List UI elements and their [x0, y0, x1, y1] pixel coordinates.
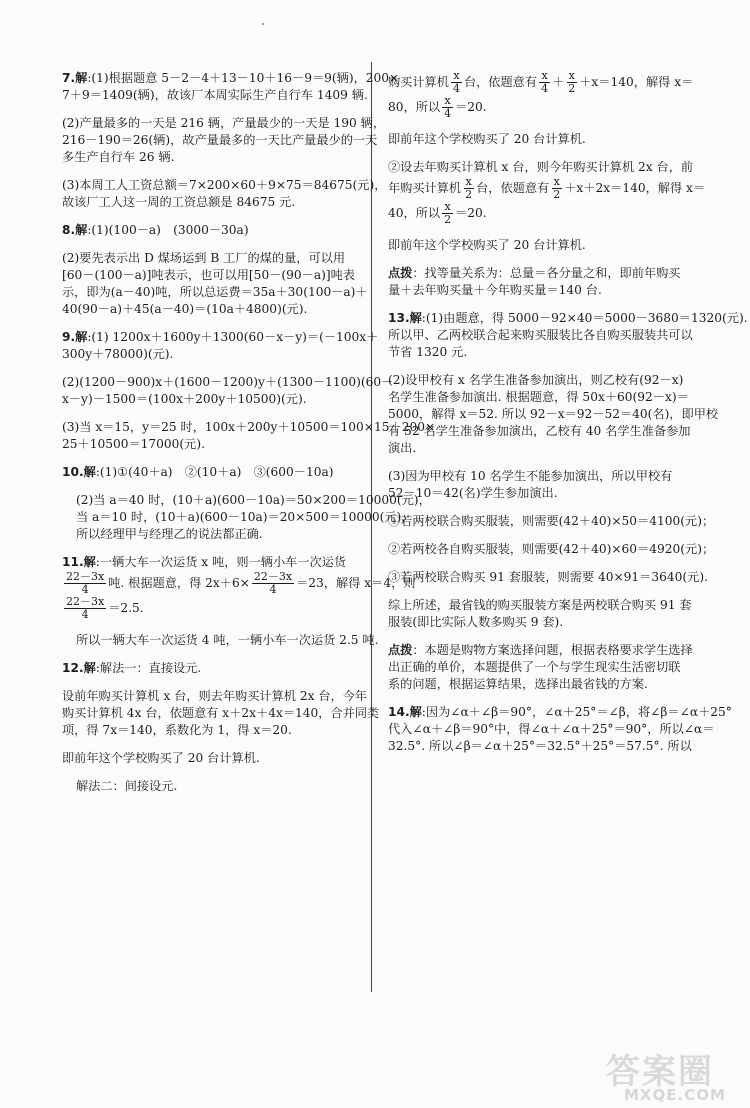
- text-line: [388, 159, 698, 176]
- text: :(1)(100－a) (3000－30a): [87, 223, 249, 237]
- text-line: [62, 177, 387, 194]
- text-line: [388, 406, 719, 423]
- problem-number: 11.: [62, 555, 84, 569]
- text-line: [62, 492, 431, 509]
- text-line: [62, 722, 362, 739]
- numerator: 22－3x: [66, 570, 105, 583]
- text: 即前年这个学校购买了 20 台计算机.: [388, 238, 586, 252]
- text-line: [62, 329, 379, 346]
- numerator: x: [444, 200, 451, 213]
- text-line: [62, 705, 380, 722]
- text-line: [62, 436, 362, 453]
- text: 300y＋78000)(元).: [62, 347, 174, 361]
- text: ＋x＋2x＝140，解得 x＝: [564, 181, 706, 195]
- text-line: [388, 423, 698, 440]
- text: 购买计算机: [388, 75, 449, 89]
- answer-tag: 解: [83, 661, 96, 675]
- text-line: [62, 374, 394, 391]
- text: 40，所以: [388, 206, 441, 220]
- text: 购买计算机 4x 台，依题意有 x＋2x＋4x＝140，合并同类: [62, 706, 380, 720]
- text-line: [62, 346, 362, 363]
- text-line: [388, 310, 748, 327]
- answer-tag: 解: [409, 705, 422, 719]
- text-line: [388, 201, 698, 226]
- text: 示，即为(a－40)吨，所以总运费＝35a＋30(100－a)＋: [62, 285, 368, 299]
- text: 演出.: [388, 441, 417, 455]
- text: 即前年这个学校购买了 20 台计算机.: [62, 751, 260, 765]
- text-line: [62, 509, 414, 526]
- problem-number: 10.: [62, 465, 84, 479]
- text-line: [62, 301, 362, 318]
- numerator: x: [568, 69, 575, 82]
- text: (3)当 x＝15，y＝25 时，100x＋200y＋10500＝100×15＋200×: [62, 420, 436, 434]
- answer-tag: 解: [75, 330, 88, 344]
- fraction: [64, 596, 106, 621]
- text: 所以经理甲与经理乙的说法都正确.: [76, 527, 263, 541]
- text: x－y)－1500＝(100x＋200y＋10500)(元).: [62, 392, 307, 406]
- text-line: [388, 70, 698, 95]
- text: ＝20.: [455, 206, 487, 220]
- text-line: [388, 642, 698, 659]
- text: 7＋9＝1409(辆)，故该厂本周实际生产自行车 1409 辆.: [62, 88, 368, 102]
- text: :一辆大车一次运货 x 吨，则一辆小车一次运货: [95, 555, 347, 569]
- text: (2)当 a＝40 时，(10＋a)(600－10a)＝50×200＝10000(元)，: [76, 493, 431, 507]
- answer-tag: 点拨: [388, 643, 413, 657]
- text-line: [62, 464, 362, 481]
- text-line: [62, 750, 362, 767]
- column-divider: [371, 62, 372, 992]
- text-line: [62, 70, 400, 87]
- denominator: 4: [444, 107, 452, 120]
- text-line: [388, 569, 708, 586]
- denominator: 4: [269, 583, 277, 596]
- text: :(1)①(40＋a) ②(10＋a) ③(600－10a): [95, 465, 334, 479]
- text-line: [388, 282, 698, 299]
- text: 即前年这个学校购买了 20 台计算机.: [388, 132, 586, 146]
- text: 解法二：间接设元.: [76, 779, 178, 793]
- text-line: [62, 526, 362, 543]
- text: 量＋去年购买量＋今年购买量＝140 台.: [388, 283, 602, 297]
- denominator: 4: [541, 82, 549, 95]
- fraction: [64, 571, 106, 596]
- text-line: [62, 554, 362, 571]
- text-line: [388, 265, 698, 282]
- text-line: [62, 570, 416, 596]
- numerator: 22－3x: [253, 570, 293, 583]
- text: ＝2.5.: [108, 601, 144, 615]
- text-line: [388, 738, 698, 755]
- text: ③若两校联合购买 91 套服装，则需要 40×91＝3640(元).: [388, 570, 708, 584]
- denominator: 2: [568, 82, 576, 95]
- text-line: [62, 284, 368, 301]
- text-line: [388, 485, 698, 502]
- text: 所以一辆大车一次运货 4 吨，一辆小车一次运货 2.5 吨.: [76, 633, 379, 647]
- answer-tag: 解: [75, 223, 88, 237]
- text-line: [388, 175, 706, 201]
- denominator: 2: [553, 188, 561, 201]
- answer-tag: 解: [83, 555, 96, 569]
- text: 52－10＝42(名)学生参加演出.: [388, 486, 558, 500]
- text: 吨. 根据题意，得 2x＋6×: [108, 576, 250, 590]
- text-line: [62, 267, 362, 284]
- text-line: [388, 468, 698, 485]
- fraction: [463, 176, 474, 201]
- text-line: [62, 391, 362, 408]
- text: :因为∠α＋∠β＝90°，∠α＋25°＝∠β，将∠β＝∠α＋25°: [421, 705, 732, 719]
- fraction: [566, 70, 577, 95]
- text: 服装(即比实际人数多购买 9 套).: [388, 615, 564, 629]
- text: 多生产自行车 26 辆.: [62, 150, 175, 164]
- text-line: [62, 87, 368, 104]
- denominator: 4: [452, 82, 460, 95]
- numerator: x: [465, 175, 472, 188]
- text-line: [62, 632, 379, 649]
- answer-tag: 解: [409, 311, 422, 325]
- watermark: [606, 1044, 736, 1104]
- text-line: [388, 372, 698, 389]
- text: ②若两校各自购买服装，则需要(42＋40)×60＝4920(元)；: [388, 542, 715, 556]
- text: 名学生准备参加演出. 根据题意，得 50x＋60(92－x)＝: [388, 390, 689, 404]
- text-line: [388, 659, 698, 676]
- text-line: [388, 721, 715, 738]
- fraction: [539, 70, 550, 95]
- text: ＝20.: [455, 100, 487, 114]
- text: (3)因为甲校有 10 名学生不能参加演出，所以甲校有: [388, 469, 673, 483]
- text: 216－190＝26(辆)，故产量最多的一天比产量最少的一天: [62, 133, 378, 147]
- problem-number: 9.: [62, 330, 76, 344]
- fraction: [451, 70, 462, 95]
- text-line: [62, 115, 386, 132]
- text-line: [62, 149, 362, 166]
- numerator: x: [541, 69, 548, 82]
- denominator: 4: [81, 608, 89, 621]
- text-line: [388, 513, 715, 530]
- print-speck: [262, 23, 264, 25]
- text: 32.5°. 所以∠β＝∠α＋25°＝32.5°＋25°＝57.5°. 所以: [388, 739, 692, 753]
- text-line: [388, 131, 698, 148]
- right-column: [388, 69, 748, 755]
- text: ：找等量关系为：总量＝各分量之和，即前年购买: [412, 266, 681, 280]
- text-line: [388, 614, 698, 631]
- text: ②设去年购买计算机 x 台，则今年购买计算机 2x 台，前: [388, 160, 694, 174]
- fraction: [252, 571, 294, 596]
- text: :解法一：直接设元.: [95, 661, 202, 675]
- text: 40(90－a)＋45(a－40)＝(10a＋4800)(元).: [62, 302, 308, 316]
- text-line: [62, 194, 362, 211]
- text: (2)要先表示出 D 煤场运到 B 工厂的煤的量，可以用: [62, 251, 346, 265]
- text: 项，得 7x＝140，系数化为 1，得 x＝20.: [62, 723, 292, 737]
- text: 故该厂工人这一周的工资总额是 84675 元.: [62, 195, 296, 209]
- text-line: [62, 132, 378, 149]
- text: 台，依题意有: [463, 75, 538, 89]
- text: 设前年购买计算机 x 台，则去年购买计算机 2x 台，今年: [62, 689, 368, 703]
- text: 5000，解得 x＝52. 所以 92－x＝92－52＝40(名)，即甲校: [388, 407, 719, 421]
- text: 当 a＝10 时，(10＋a)(600－10a)＝20×500＝10000(元)，: [76, 510, 414, 524]
- text: 代入∠α＋∠β＝90°中，得∠α＋∠α＋25°＝90°，所以∠α＝: [388, 722, 715, 736]
- answer-tag: 解: [83, 465, 96, 479]
- text: 有 52 名学生准备参加演出，乙校有 40 名学生准备参加: [388, 424, 691, 438]
- text-line: [388, 676, 698, 693]
- text-line: [388, 237, 698, 254]
- text: 综上所述，最省钱的购买服装方案是两校联合购买 91 套: [388, 598, 692, 612]
- text: 80，所以: [388, 100, 441, 114]
- text: (2)(1200－900)x＋(1600－1200)y＋(1300－1100)(60－: [62, 375, 394, 389]
- text: ①若两校联合购买服装，则需要(42＋40)×50＝4100(元)；: [388, 514, 715, 528]
- text: 系的问题，根据运算结果，选择出最省钱的方案.: [388, 677, 648, 691]
- fraction: [551, 176, 562, 201]
- answer-tag: 解: [75, 71, 88, 85]
- text: ：本题是购物方案选择问题，根据表格要求学生选择: [412, 643, 693, 657]
- problem-number: 12.: [62, 661, 84, 675]
- text: :(1)根据题意 5－2－4＋13－10＋16－9＝9(辆)，200×: [87, 71, 400, 85]
- watermark-url: MXQE.COM: [624, 1086, 726, 1104]
- text-line: [388, 344, 698, 361]
- problem-number: 14.: [388, 705, 410, 719]
- text: 节省 1320 元.: [388, 345, 468, 359]
- text-line: [62, 688, 368, 705]
- denominator: 2: [465, 188, 473, 201]
- text: :(1) 1200x＋1600y＋1300(60－x－y)＝(－100x＋: [87, 330, 379, 344]
- text: (2)产量最多的一天是 216 辆，产量最少的一天是 190 辆，: [62, 116, 386, 130]
- denominator: 4: [81, 583, 89, 596]
- text-line: [388, 95, 698, 120]
- text-line: [388, 704, 732, 721]
- numerator: x: [444, 94, 451, 107]
- text: [60－(100－a)]吨表示，也可以用[50－(90－a)]吨表: [62, 268, 355, 282]
- text-line: [388, 541, 715, 558]
- text: :(1)由题意，得 5000－92×40＝5000－3680＝1320(元).: [421, 311, 748, 325]
- answer-tag: 点拨: [388, 266, 413, 280]
- watermark-logo: 答案圈: [606, 1052, 714, 1092]
- text: 台，依题意有: [476, 181, 550, 195]
- numerator: 22－3x: [66, 595, 105, 608]
- problem-number: 7.: [62, 71, 76, 85]
- numerator: x: [553, 175, 560, 188]
- text: 25＋10500＝17000(元).: [62, 437, 205, 451]
- text-line: [62, 660, 362, 677]
- problem-number: 13.: [388, 311, 410, 325]
- text: ＋x＝140，解得 x＝: [579, 75, 694, 89]
- text: ＝23，解得 x＝4，则: [296, 576, 416, 590]
- denominator: 2: [444, 213, 452, 226]
- problem-number: 8.: [62, 223, 76, 237]
- text-line: [62, 778, 362, 795]
- text-line: [62, 419, 436, 436]
- text: (2)设甲校有 x 名学生准备参加演出，则乙校有(92－x): [388, 373, 684, 387]
- text-line: [388, 597, 698, 614]
- text: (3)本周工人工资总额＝7×200×60＋9×75＝84675(元)，: [62, 178, 387, 192]
- fraction: [442, 201, 453, 226]
- text-line: [388, 327, 698, 344]
- text-line: [388, 440, 698, 457]
- text: ＋: [552, 75, 565, 89]
- text: 所以甲、乙两校联合起来购买服装比各自购买服装共可以: [388, 328, 693, 342]
- text-line: [62, 222, 362, 239]
- text: 年购买计算机: [388, 181, 462, 195]
- fraction: [442, 95, 453, 120]
- text-line: [388, 389, 698, 406]
- text: 出正确的单价，本题提供了一个与学生现实生活密切联: [388, 660, 681, 674]
- numerator: x: [453, 69, 460, 82]
- text-line: [62, 596, 362, 621]
- text-line: [62, 250, 362, 267]
